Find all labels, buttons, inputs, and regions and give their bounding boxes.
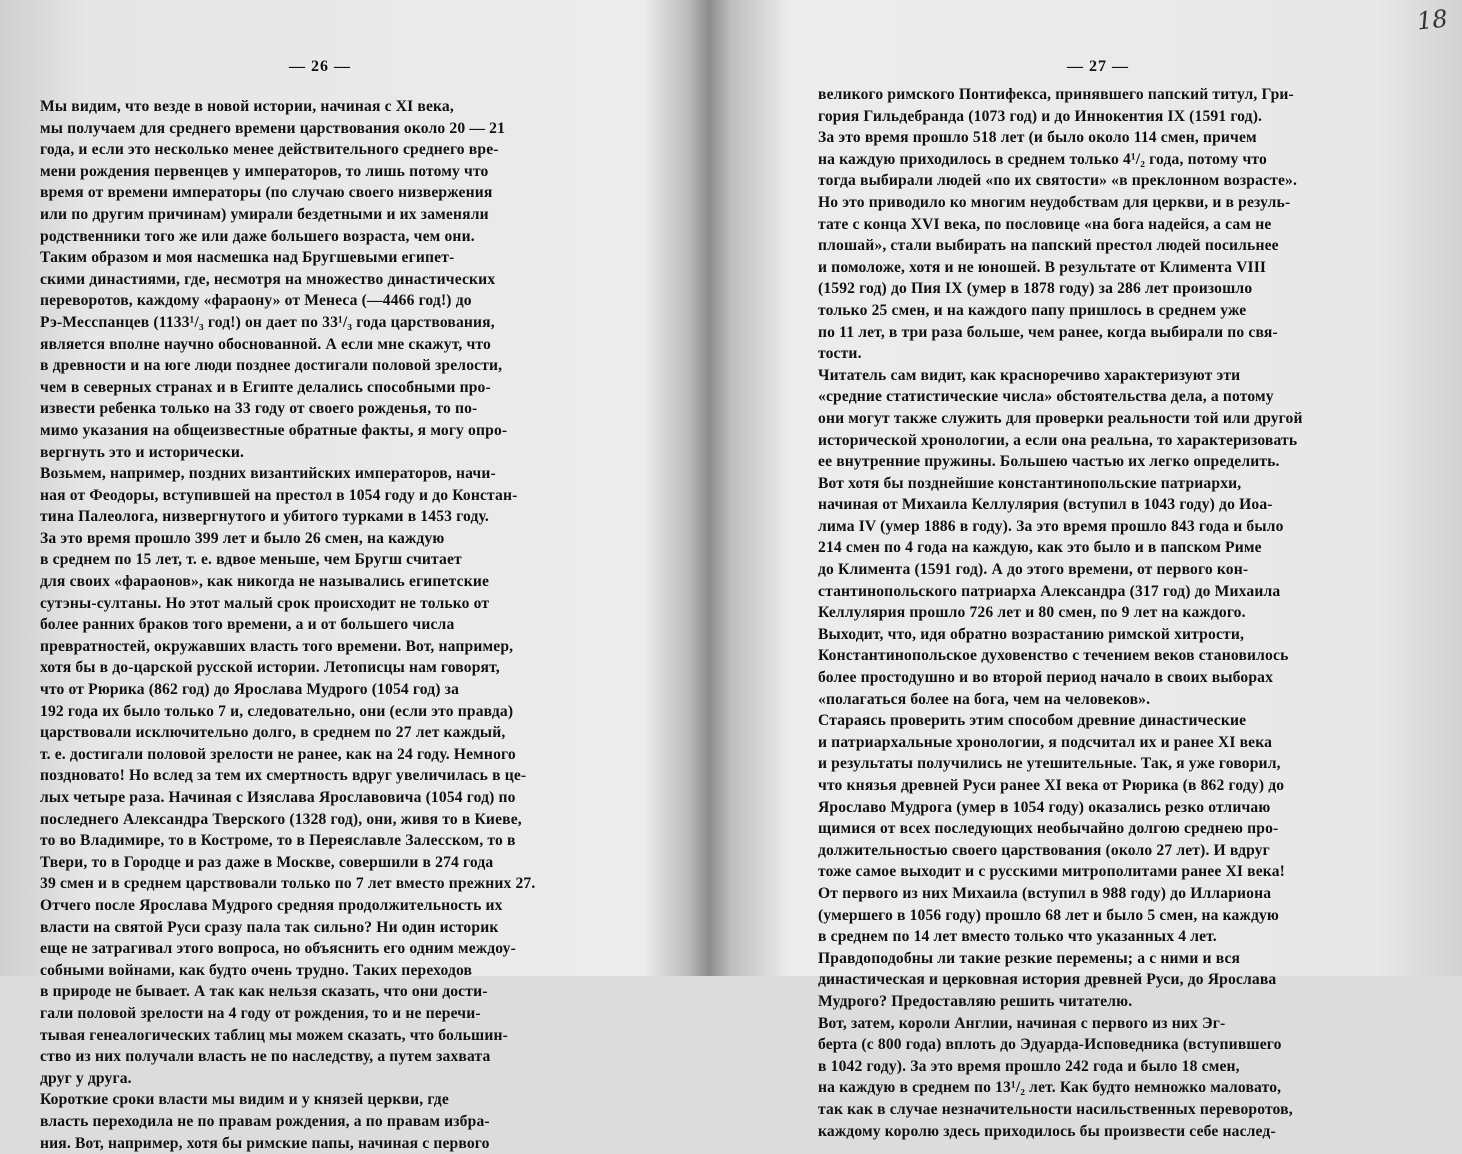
text-line: хотя бы в до-царской русской истории. Летописцы нам говорят, [40,657,535,679]
text-line: мы получаем для среднего времени царствования около 20 — 21 [40,118,535,140]
text-line: и помоложе, хотя и не юношей. В результате от Климента VIII [818,257,1303,279]
text-line: и патриархальные хронологии, я подсчитал их и ранее XI века [818,732,1303,754]
text-line: тывая генеалогических таблиц мы можем сказать, что большин- [40,1025,535,1047]
text-line: 214 смен по 4 года на каждую, как это было и в папском Риме [818,537,1303,559]
text-line: Правдоподобны ли такие резкие перемены; а с ними и вся [818,948,1303,970]
text-line: Но это приводило ко многим неудобствам для церкви, и в резуль- [818,192,1303,214]
text-line: то во Владимире, то в Костроме, то в Переяславле Залесском, то в [40,830,535,852]
text-line: друг у друга. [40,1068,535,1090]
text-line: За это время прошло 399 лет и было 26 смен, на каждую [40,528,535,550]
text-line: Вот хотя бы позднейшие константинопольские патриархи, [818,473,1303,495]
text-line: более простодушно и во второй период начало в своих выборах [818,667,1303,689]
text-line: скими династиями, где, несмотря на множество династических [40,269,535,291]
text-line: Возьмем, например, поздних византийских императоров, начи- [40,463,535,485]
text-line: Мудрого? Предоставляю решить читателю. [818,991,1303,1013]
text-line: Читатель сам видит, как красноречиво характеризуют эти [818,365,1303,387]
text-line: Твери, то в Городце и раз даже в Москве, совершили в 274 года [40,852,535,874]
text-line: 39 смен и в среднем царствовали только по 7 лет вместо прежних 27. [40,873,535,895]
text-line: по 11 лет, в три раза больше, чем ранее, когда выбирали по свя- [818,322,1303,344]
text-line: т. е. достигали половой зрелости не ранее, как на 24 году. Немного [40,744,535,766]
text-line: ство из них получали власть не по наследству, а путем захвата [40,1046,535,1068]
text-line: на каждую приходилось в среднем только 4¹/₂ года, потому что [818,149,1303,171]
text-line: они могут также служить для проверки реальности той или другой [818,408,1303,430]
text-line: в древности и на юге люди позднее достигали половой зрелости, [40,355,535,377]
text-line: переворотов, каждому «фараону» от Менеса (—4466 год!) до [40,290,535,312]
text-line: более ранних браков того времени, а и от большего числа [40,614,535,636]
page-number-left: — 26 — [40,58,600,76]
left-page-text [40,96,535,1154]
text-line: Рэ-Месспанцев (1133¹/₃ год!) он дает по 33¹/₃ года царствования, [40,312,535,334]
text-line: что от Рюрика (862 год) до Ярослава Мудрого (1054 год) за [40,679,535,701]
text-line: Константинопольское духовенство с течением веков становилось [818,645,1303,667]
text-line: Вот, затем, короли Англии, начиная с первого из них Эг- [818,1013,1303,1035]
text-line: собными войнами, как будто очень трудно. Таких переходов [40,960,535,982]
text-line: или по другим причинам) умирали бездетными и их заменяли [40,204,535,226]
text-line: в среднем по 14 лет вместо только что указанных 4 лет. [818,926,1303,948]
text-line: ная от Феодоры, вступившей на престол в 1054 году и до Констан- [40,485,535,507]
text-line: тости. [818,343,1303,365]
text-line: стантинопольского патриарха Александра (317 год) до Михаила [818,581,1303,603]
handwritten-margin-note: 18 [1416,4,1449,35]
text-line: чем в северных странах и в Египте делались способными про- [40,377,535,399]
text-line: родственники того же или даже большего возраста, чем они. [40,226,535,248]
page-number-right: — 27 — [818,58,1378,76]
text-line: так как в случае незначительности насильственных переворотов, [818,1099,1303,1121]
text-line: мимо указания на общеизвестные обратные факты, я могу опро- [40,420,535,442]
text-line: в природе не бывает. А так как нельзя сказать, что они дости- [40,981,535,1003]
text-line: Стараясь проверить этим способом древние династические [818,710,1303,732]
text-line: власть переходила не по правам рождения, а по правам избра- [40,1111,535,1133]
text-line: последнего Александра Тверского (1328 год), они, живя то в Киеве, [40,809,535,831]
text-line: (умершего в 1056 году) прошло 68 лет и было 5 смен, на каждую [818,905,1303,927]
text-line: в среднем по 15 лет, т. е. вдвое меньше, чем Бругш считает [40,549,535,571]
text-line: и результаты получились не утешительные. Так, я уже говорил, [818,753,1303,775]
text-line: берта (с 800 года) вплоть до Эдуарда-Исповедника (вступившего [818,1034,1303,1056]
right-page [818,0,1348,976]
text-line: «полагаться более на бога, чем на человеков». [818,689,1303,711]
text-line: гория Гильдебранда (1073 год) и до Иннокентия IX (1591 год). [818,106,1303,128]
text-line: лима IV (умер 1886 в году). За это время прошло 843 года и было [818,516,1303,538]
text-line: начиная от Михаила Келлулярия (вступил в 1043 году) до Иоа- [818,494,1303,516]
text-line: на каждую в среднем по 13¹/₂ лет. Как будто немножко маловато, [818,1077,1303,1099]
text-line: династическая и церковная история древней Руси, до Ярослава [818,969,1303,991]
text-line: Таким образом и моя насмешка над Бругшевыми египет- [40,247,535,269]
text-line: царствовали исключительно долго, в среднем по 27 лет каждый, [40,722,535,744]
text-line: 192 года их было только 7 и, следовательно, они (если это правда) [40,701,535,723]
text-line: для своих «фараонов», как никогда не назывались египетские [40,571,535,593]
text-line: время от времени императоры (по случаю своего низвержения [40,182,535,204]
text-line: сутэны-султаны. Но этот малый срок происходит не только от [40,593,535,615]
text-line: Ярославо Мудрога (умер в 1054 году) оказались резко отличаю [818,797,1303,819]
left-page [40,0,570,976]
text-line: тогда выбирали людей «по их святости» «в преклонном возрасте». [818,170,1303,192]
text-line: великого римского Понтифекса, принявшего папский титул, Гри- [818,84,1303,106]
text-line: власти на святой Руси сразу пала так сильно? Ни один историк [40,917,535,939]
text-line: вергнуть это и исторически. [40,442,535,464]
text-line: до Климента (1591 год). А до этого времени, от первого кон- [818,559,1303,581]
text-line: должительностью своего царствования (около 27 лет). И вдруг [818,840,1303,862]
text-line: года, и если это несколько менее действительного среднего вре- [40,139,535,161]
text-line: в 1042 году). За это время прошло 242 года и было 18 смен, [818,1056,1303,1078]
right-page-text [818,84,1303,1142]
text-line: ния. Вот, например, хотя бы римские папы, начиная с первого [40,1133,535,1154]
text-line: мени рождения первенцев у императоров, то лишь потому что [40,161,535,183]
text-line: Короткие сроки власти мы видим и у князей церкви, где [40,1089,535,1111]
text-line: тоже самое выходит и с русскими митрополитами ранее XI века! [818,861,1303,883]
text-line: ее внутренние пружины. Большею частью их легко определить. [818,451,1303,473]
text-line: превратностей, окружавших власть того времени. Вот, например, [40,636,535,658]
text-line: гали половой зрелости на 4 году от рождения, то и не перечи- [40,1003,535,1025]
text-line: каждому королю здесь приходилось бы произвести себе наслед- [818,1121,1303,1143]
text-line: плошай», стали выбирать на папский престол людей посильнее [818,235,1303,257]
text-line: исторической хронологии, а если она реальна, то характеризовать [818,430,1303,452]
text-line: «средние статистические числа» обстоятельства дела, а потому [818,386,1303,408]
text-line: Келлулярия прошло 726 лет и 80 смен, по 9 лет на каждого. [818,602,1303,624]
text-line: лых четыре раза. Начиная с Изяслава Ярославовича (1054 год) по [40,787,535,809]
text-line: является вполне научно обоснованной. А если мне скажут, что [40,334,535,356]
text-line: щимися от всех последующих необычайно долгою среднею про- [818,818,1303,840]
text-line: что князья древней Руси ранее XI века от Рюрика (в 862 году) до [818,775,1303,797]
text-line: тате с конца XVI века, по пословице «на бога надейся, а сам не [818,214,1303,236]
text-line: Выходит, что, идя обратно возрастанию римской хитрости, [818,624,1303,646]
text-line: поздновато! Но вслед за тем их смертность вдруг увеличилась в це- [40,765,535,787]
text-line: За это время прошло 518 лет (и было около 114 смен, причем [818,127,1303,149]
text-line: Отчего после Ярослава Мудрого средняя продолжительность их [40,895,535,917]
text-line: еще не затрагивал этого вопроса, но объяснить его одним междоу- [40,938,535,960]
text-line: Мы видим, что везде в новой истории, начиная с XI века, [40,96,535,118]
text-line: извести ребенка только на 33 году от своего рожденья, то по- [40,398,535,420]
text-line: От первого из них Михаила (вступил в 988 году) до Иллариона [818,883,1303,905]
text-line: только 25 смен, и на каждого папу пришлось в среднем уже [818,300,1303,322]
text-line: тина Палеолога, низвергнутого и убитого турками в 1453 году. [40,506,535,528]
text-line: (1592 год) до Пия IX (умер в 1878 году) за 286 лет произошло [818,278,1303,300]
